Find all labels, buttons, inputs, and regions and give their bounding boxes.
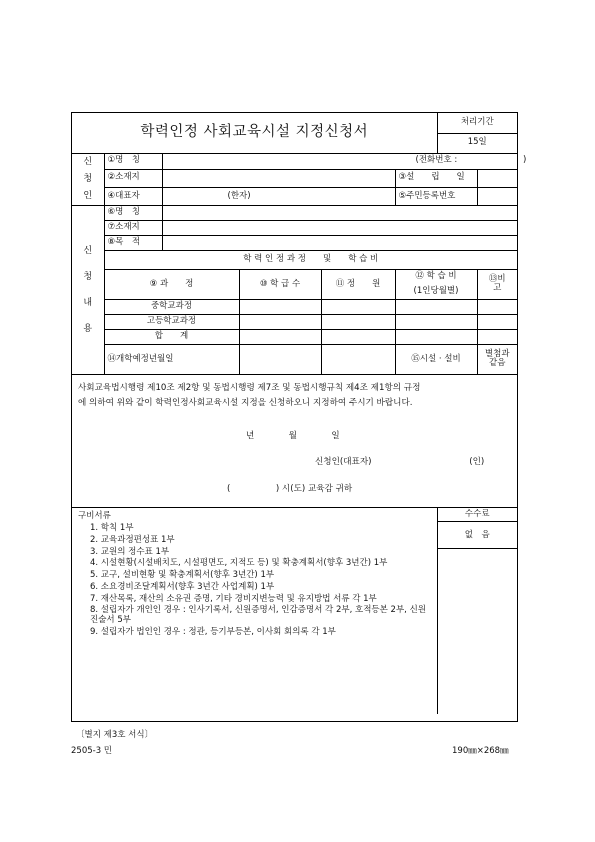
facility-address-field[interactable] [162,220,517,235]
form-title: 학력인정 사회교육시설 지정신청서 [72,113,437,153]
col-course: ⑨ 과 정 [104,269,239,299]
documents-title: 구비서류 [78,510,111,521]
purpose-label: ⑧목 적 [104,235,162,250]
applicant-signature-line: 신청인(대표자) (인) [315,456,485,467]
applicant-address-label: ②소재지 [104,169,162,187]
declaration-line-1: 사회교육법시행령 제10조 제2항 및 동법시행령 제7조 및 동법시행규칙 제4조 제1항의 규정 [78,382,421,393]
row-high-school: 고등학교과정 [104,314,239,329]
establish-date-label: ③설 립 일 [395,169,477,187]
applicant-name-field[interactable] [162,153,527,169]
form-code: 2505-3 민 [71,746,113,756]
application-form [71,112,527,722]
open-date-field[interactable] [321,344,395,374]
col-fee-line1: ⑫ 학 습 비 [395,269,477,284]
fee-box [437,507,517,714]
row-middle-school: 중학교과정 [104,299,239,314]
cell-input[interactable] [395,329,477,344]
recipient-line: ( ) 시(도) 교육감 귀하 [227,483,353,494]
applicant-name-label: ①명 칭 [104,153,162,169]
document-item: 1. 학칙 1부 [90,523,134,534]
document-item: 6. 소요경비조달계획서(향후 3년간 사업계획) 1부 [90,581,275,592]
facility-name-label: ⑥명 칭 [104,205,162,220]
representative-field[interactable] [162,187,395,205]
resident-number-label: ⑤주민등록번호 [395,187,477,205]
applicant-address-field[interactable] [162,169,395,187]
processing-period-value: 15일 [437,133,517,153]
col-tuition: ⑩ 학 급 수 [239,269,321,299]
facility-equipment-value: 별첨과 같음 [477,344,517,374]
document-item: 3. 교원의 정수표 1부 [90,546,170,557]
fee-label: 수수료 [438,508,518,522]
fee-value: 없 음 [438,522,518,549]
cell-input[interactable] [239,314,321,329]
course-header: 학 력 인 정 과 정 및 학 습 비 [104,250,517,269]
establish-date-field[interactable] [477,169,517,187]
seal-mark: (인) [469,456,485,467]
processing-period-label: 처리기간 [437,113,517,133]
cell-input[interactable] [395,314,477,329]
application-section-label: 신 청 내 용 [72,205,104,374]
facility-equipment-label: ⑮시설 · 설비 [395,344,477,374]
paper-size: 190㎜×268㎜ [452,746,509,756]
document-item: 7. 재산목록, 재산의 소유권 증명, 기타 경비지변능력 및 유지방법 서류 각 1부 [90,593,377,604]
applicant-section-label: 신 청 인 [72,153,104,205]
cell-input[interactable] [321,314,395,329]
cell-input[interactable] [239,329,321,344]
phone-label: (전화번호 : [415,155,458,166]
open-date-field[interactable] [239,344,321,374]
cell-input[interactable] [477,329,517,344]
cell-input[interactable] [321,329,395,344]
open-date-label: ⑭개학예정년월일 [104,344,239,374]
cell-input[interactable] [395,299,477,314]
declaration-line-2: 에 의하여 위와 같이 학력인정사회교육시설 지정을 신청하오니 지정하여 주시기 바랍니다. [78,397,413,408]
form-table [72,113,527,714]
document-item: 9. 설립자가 법인인 경우 : 정관, 등기부등본, 이사회 회의록 각 1부 [90,627,336,638]
col-fee-line2: (1인당월별) [395,284,477,299]
col-note: ⑬비 고 [477,269,517,299]
resident-number-field[interactable] [477,187,517,205]
documents-list [78,524,434,638]
representative-label: ④대표자 [104,187,162,205]
facility-address-label: ⑦소재지 [104,220,162,235]
declaration-block [72,374,517,507]
document-item: 5. 교구, 설비현황 및 확충계획서(향후 3년간) 1부 [90,570,275,581]
hanja-label: (한자) [227,190,251,201]
form-number: 〔별지 제3호 서식〕 [76,730,154,740]
purpose-field[interactable] [162,235,517,250]
cell-input[interactable] [477,314,517,329]
document-item: 8. 설립자가 개인인 경우 : 인사기록서, 신원증명서, 인감증명서 각 2부, 호적등본 2부, 신원진술서 5부 [90,605,426,626]
facility-name-field[interactable] [162,205,517,220]
col-capacity: ⑪ 정 원 [321,269,395,299]
phone-close: ) [522,155,527,166]
date-line: 년 월 일 [246,430,340,441]
row-total: 합 계 [104,329,239,344]
cell-input[interactable] [239,299,321,314]
required-documents [72,507,437,714]
cell-input[interactable] [321,299,395,314]
cell-input[interactable] [477,299,517,314]
document-item: 2. 교육과정편성표 1부 [90,534,175,545]
document-item: 4. 시설현황(시설배치도, 시설평면도, 지적도 등) 및 확충계획서(향후 3년간) 1부 [90,558,388,569]
